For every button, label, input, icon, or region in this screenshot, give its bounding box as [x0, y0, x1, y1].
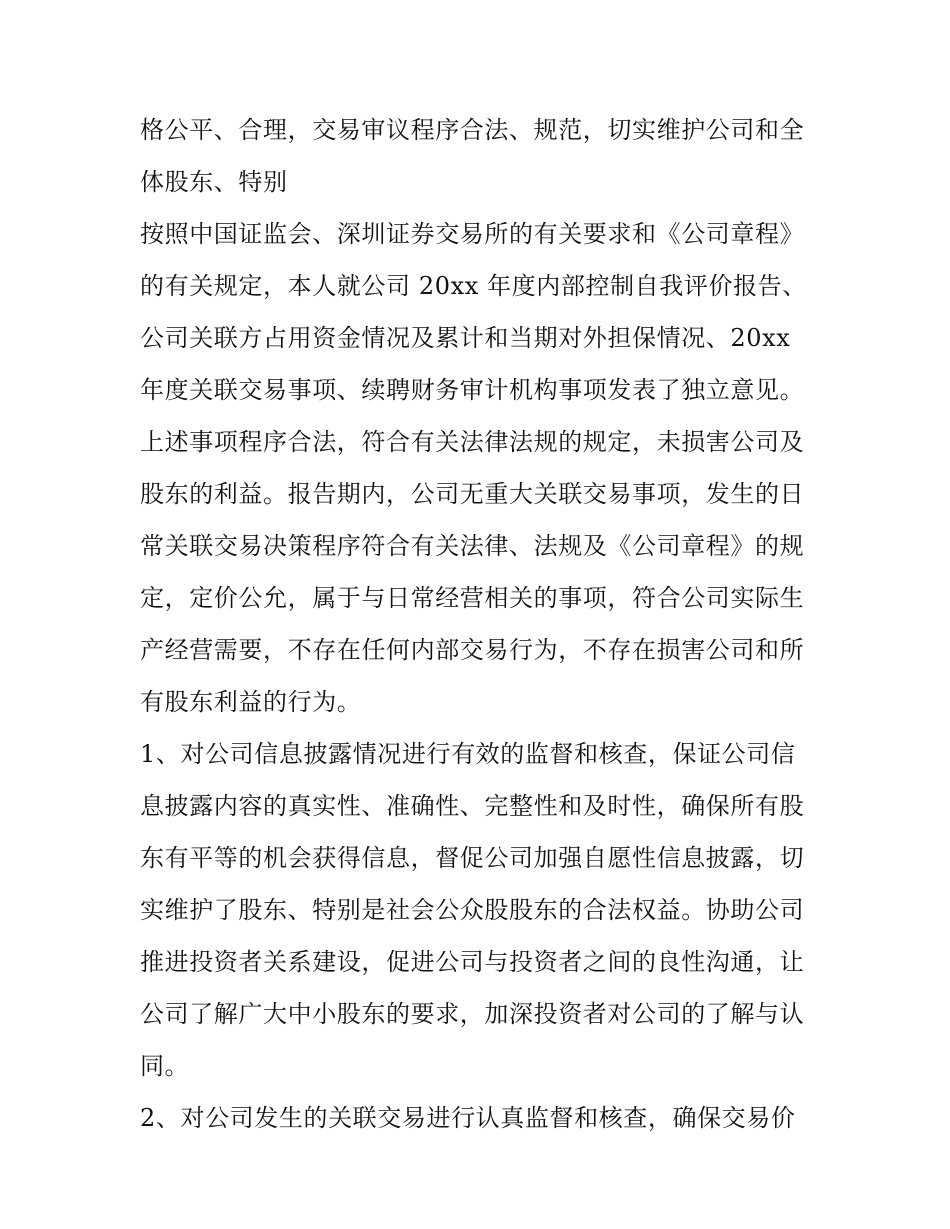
text-line: 公司关联方占用资金情况及累计和当期对外担保情况、20xx	[140, 324, 791, 352]
text-line: 体股东、特别	[140, 168, 288, 196]
text-line: 2、对公司发生的关联交易进行认真监督和核查，确保交易价	[140, 1104, 796, 1132]
text-line: 同。	[140, 1052, 190, 1080]
text-line: 的有关规定，本人就公司 20xx 年度内部控制自我评价报告、	[140, 272, 807, 300]
text-line: 股东的利益。报告期内，公司无重大关联交易事项，发生的日	[140, 480, 805, 508]
text-line: 公司了解广大中小股东的要求，加深投资者对公司的了解与认	[140, 1000, 805, 1028]
text-line: 定，定价公允，属于与日常经营相关的事项，符合公司实际生	[140, 584, 805, 612]
document-body	[140, 104, 820, 1144]
text-line: 推进投资者关系建设，促进公司与投资者之间的良性沟通，让	[140, 948, 805, 976]
text-line: 1、对公司信息披露情况进行有效的监督和核查，保证公司信	[140, 740, 796, 768]
text-line: 上述事项程序合法，符合有关法律法规的规定，未损害公司及	[140, 428, 805, 456]
text-line: 年度关联交易事项、续聘财务审计机构事项发表了独立意见。	[140, 376, 805, 404]
text-line: 有股东利益的行为。	[140, 688, 362, 716]
text-line: 实维护了股东、特别是社会公众股股东的合法权益。协助公司	[140, 896, 805, 924]
text-line: 常关联交易决策程序符合有关法律、法规及《公司章程》的规	[140, 532, 805, 560]
text-line: 息披露内容的真实性、准确性、完整性和及时性，确保所有股	[140, 792, 805, 820]
text-line: 东有平等的机会获得信息，督促公司加强自愿性信息披露，切	[140, 844, 805, 872]
text-line: 产经营需要，不存在任何内部交易行为，不存在损害公司和所	[140, 636, 805, 664]
text-line: 格公平、合理，交易审议程序合法、规范，切实维护公司和全	[140, 116, 805, 144]
text-line: 按照中国证监会、深圳证券交易所的有关要求和《公司章程》	[140, 220, 805, 248]
